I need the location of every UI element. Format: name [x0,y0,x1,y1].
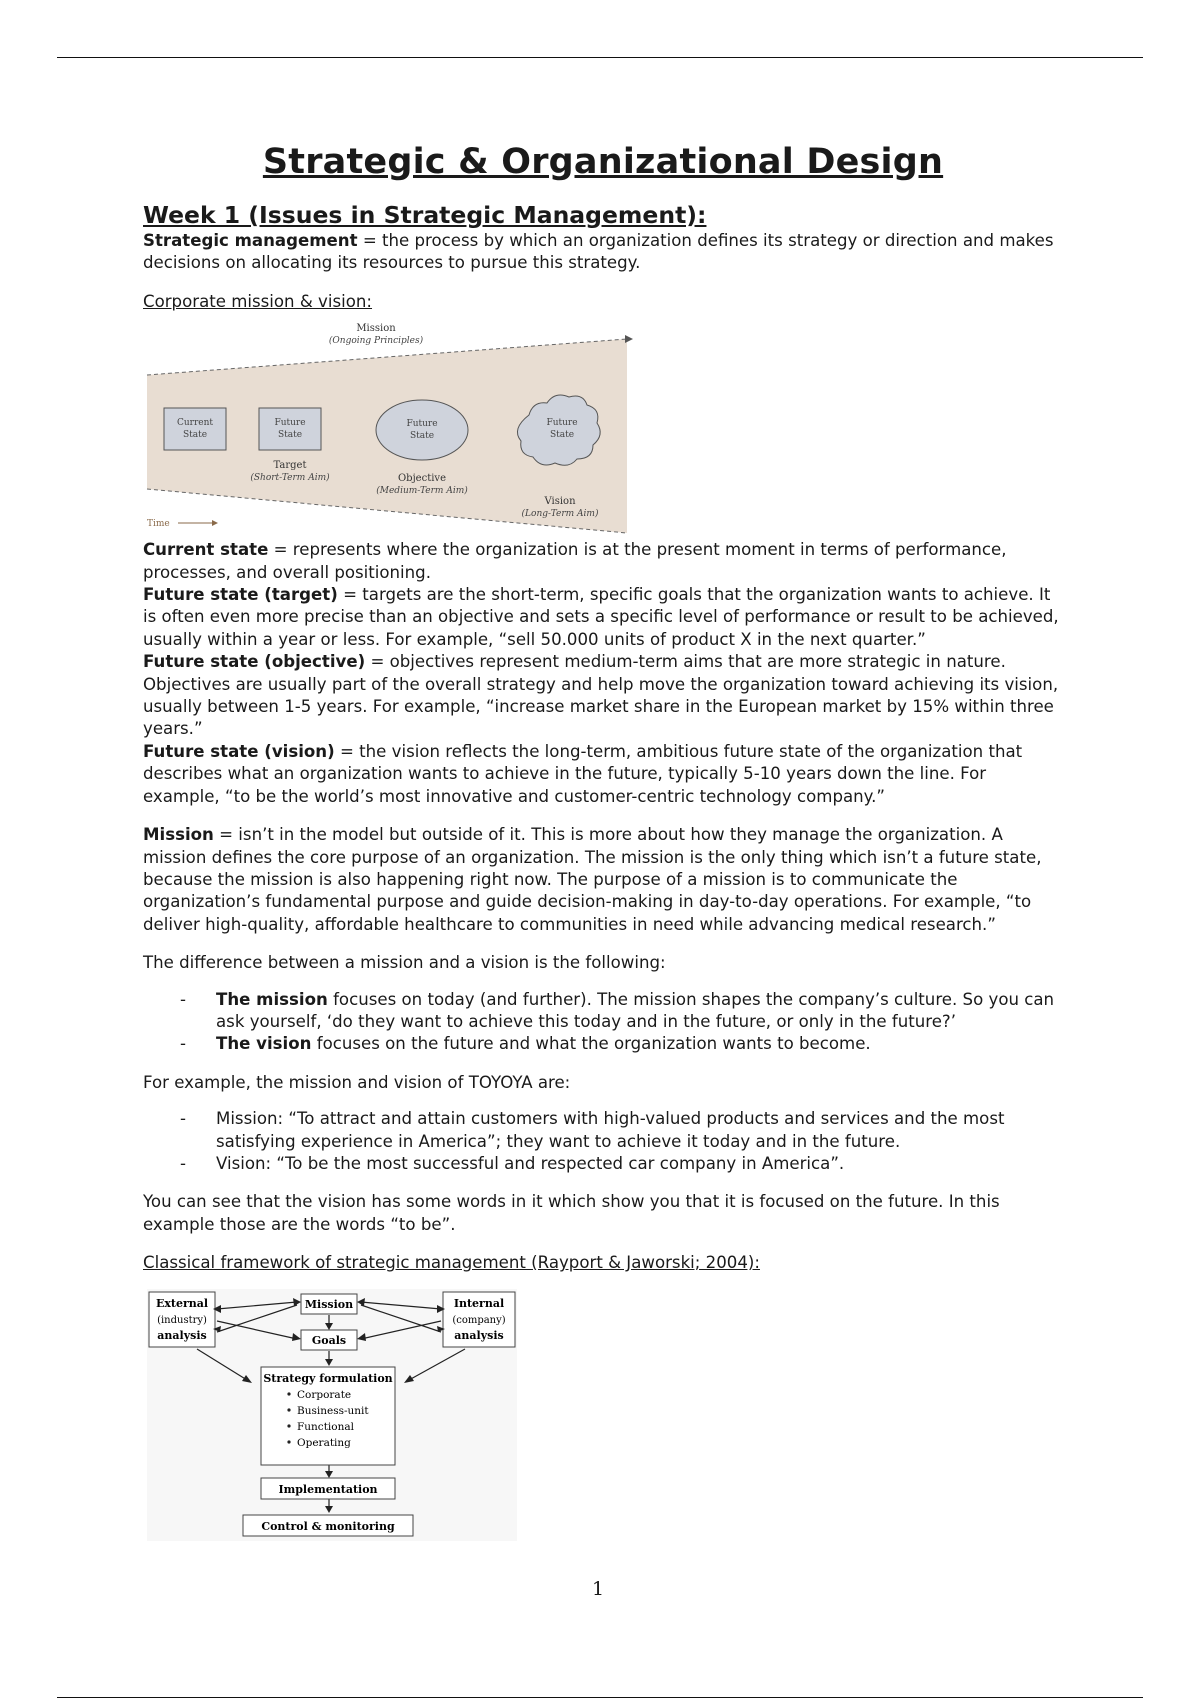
target-sublabel: (Short-Term Aim) [250,473,330,484]
framework-heading: Classical framework of strategic management (Rayport & Jaworski; 2004): [143,1253,760,1273]
target-term: Future state (target) [143,585,338,605]
conclusion-paragraph: You can see that the vision has some words in it which show you that it is focused on the future. In this example those are the words “to be”. [143,1192,1000,1234]
band-arrowhead [625,335,633,343]
list-item-text: focuses on the future and what the organization wants to become. [311,1034,871,1054]
strategy-item: Corporate [297,1388,352,1401]
internal-label-2: analysis [454,1328,504,1342]
example-intro: For example, the mission and vision of TOYOYA are: [143,1072,571,1092]
document-body [143,140,1063,1541]
objective-definition [143,651,1063,741]
current-state-term: Current state [143,540,269,560]
strategy-item: Business-unit [297,1404,369,1417]
mission-term: Mission [143,825,214,845]
strategy-item: Operating [297,1436,351,1449]
target-label: Target [273,460,307,472]
future-state-objective-ellipse [376,400,468,460]
page-title: Strategic & Organizational Design [262,142,944,182]
current-state-label: Current [176,418,214,429]
current-state-text: = represents where the organization is at the present moment in terms of performance, processes, and overall positioning. [143,540,1007,582]
mission-definition [143,824,1063,936]
list-item-term: The mission [216,989,328,1009]
target-state-label-2: State [277,430,303,441]
strategy-title: Strategy formulation [263,1371,393,1385]
page-number: 1 [592,1578,605,1600]
objective-label: Objective [397,473,447,485]
example-list [143,1108,1063,1175]
external-label-2: analysis [157,1328,207,1342]
list-item [143,1033,1063,1055]
external-label: External [155,1296,209,1310]
target-definition [143,584,1063,651]
control-label: Control & monitoring [261,1519,395,1533]
objective-state-label: Future [406,419,438,430]
vision-label: Vision [544,496,576,508]
time-label: Time [147,519,170,530]
definition-text: = the process by which an organization defines its strategy or direction and makes decisions on allocating its resources to pursue this strategy. [143,231,1054,273]
vision-term: Future state (vision) [143,741,335,761]
week-heading: Week 1 (Issues in Strategic Management): [143,201,707,229]
strategy-item: Functional [297,1420,354,1433]
current-state-definition [143,539,1063,584]
objective-text: = objectives represent medium-term aims that are more strategic in nature. Objectives are usually part of the overall strategy and help move the organization toward achieving its vision, usually between 1-5 years. For example, “increase market share in the European market by 15% within three years.” [143,652,1059,739]
target-text: = targets are the short-term, specific goals that the organization wants to achieve. It is often even more precise than an objective and sets a specific level of performance or result to be achieved, usually within a year or less. For example, “sell 50.000 units of product X in the next quarter.” [143,585,1059,649]
header-rule [57,57,1143,58]
mission-text: = isn’t in the model but outside of it. This is more about how they manage the organization. A mission defines the core purpose of an organization. The mission is the only thing which isn’t a future state, because the mission is also happening right now. The purpose of a mission is to communicate the organization’s fundamental purpose and guide decision-making in day-to-day operations. For example, “to deliver high-quality, affordable healthcare to communities in need while advancing medical research.” [143,825,1042,934]
strategic-management-framework-diagram [147,1289,517,1541]
mission-vision-heading: Corporate mission & vision: [143,291,373,311]
objective-term: Future state (objective) [143,652,366,672]
internal-sub: (company) [452,1314,506,1326]
target-state-label: Future [274,418,306,429]
vision-definition [143,741,1063,808]
current-state-box [164,408,226,450]
vision-sublabel: (Long-Term Aim) [521,509,599,520]
objective-state-label-2: State [409,431,435,442]
internal-label: Internal [453,1296,505,1310]
list-item: - Mission: “To attract and attain customers with high-valued products and services and the most satisfying experience in America”; they want to achieve it today and in the future. [143,1108,1063,1153]
mission-label: Mission [356,323,396,335]
mission-sublabel: (Ongoing Principles) [328,336,424,347]
mission-box-label: Mission [304,1297,354,1311]
strategic-management-definition [143,230,1063,275]
difference-intro: The difference between a mission and a vision is the following: [143,953,666,973]
vision-state-label: Future [546,418,578,429]
objective-sublabel: (Medium-Term Aim) [376,486,468,497]
difference-list [143,989,1063,1056]
implementation-label: Implementation [278,1482,378,1496]
vision-text: = the vision reflects the long-term, ambitious future state of the organization that describes what an organization wants to achieve in the future, typically 5-10 years down the line. For example, “to be the world’s most innovative and customer-centric technology company.” [143,741,1023,806]
list-item: - Vision: “To be the most successful and respected car company in America”. [143,1153,1063,1175]
mission-vision-diagram [143,319,633,539]
goals-box-label: Goals [311,1333,347,1347]
footer-rule [57,1697,1143,1698]
definition-term: Strategic management [143,231,358,250]
time-arrowhead [212,520,218,526]
list-item-text: focuses on today (and further). The mission shapes the company’s culture. So you can ask yourself, ‘do they want to achieve this today and in the future, or only in the future?’ [216,989,1055,1031]
list-item [143,989,1063,1034]
future-state-target-box [259,408,321,450]
current-state-label-2: State [182,430,208,441]
list-item-term: The vision [216,1034,312,1054]
external-sub: (industry) [157,1314,207,1326]
vision-state-label-2: State [549,430,575,441]
